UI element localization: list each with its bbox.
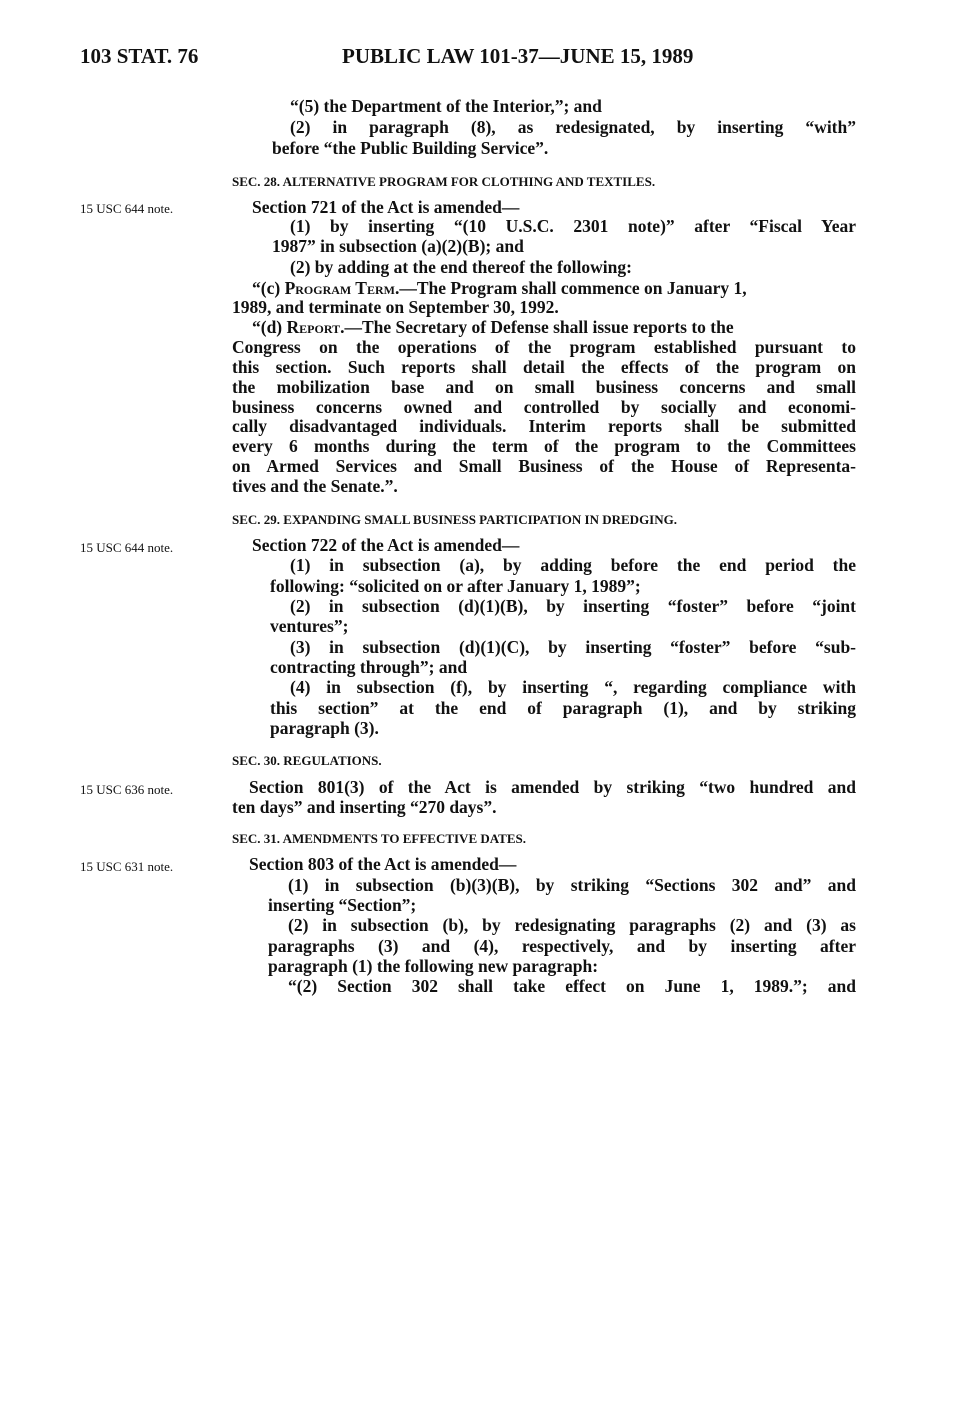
text-line: 1989, and terminate on September 30, 1992. (232, 297, 559, 317)
text-line: paragraphs (3) and (4), respectively, and by inserting after (268, 936, 856, 956)
subsection-d-line: “(d) Report.—The Secretary of Defense shall issue reports to the (252, 317, 734, 337)
margin-note: 15 USC 644 note. (80, 540, 174, 555)
subsection-c-line: “(c) Program Term.—The Program shall commence on January 1, (252, 278, 747, 298)
text-line: “(2) Section 302 shall take effect on June 1, 1989.”; and (288, 976, 856, 996)
text-line: (2) in subsection (d)(1)(B), by inserting “foster” before “joint (290, 596, 856, 616)
text-line: (3) in subsection (d)(1)(C), by inserting “foster” before “sub- (290, 637, 856, 657)
text-line: tives and the Senate.”. (232, 476, 398, 496)
text-line: before “the Public Building Service”. (272, 138, 549, 158)
text-line: 1987” in subsection (a)(2)(B); and (272, 236, 524, 256)
margin-note: 15 USC 631 note. (80, 859, 174, 874)
section-heading-29: SEC. 29. EXPANDING SMALL BUSINESS PARTICIPATION IN DREDGING. (232, 512, 677, 527)
text-line: contracting through”; and (270, 657, 468, 677)
text-line: cally disadvantaged individuals. Interim reports shall be submitted (232, 416, 856, 436)
text-line: Congress on the operations of the program established pursuant to (232, 337, 856, 357)
text-line: (1) by inserting “(10 U.S.C. 2301 note)” after “Fiscal Year (290, 216, 856, 236)
text-line: (2) by adding at the end thereof the following: (290, 257, 632, 277)
margin-note: 15 USC 636 note. (80, 782, 174, 797)
text-line: paragraph (1) the following new paragraph: (268, 956, 599, 976)
margin-note: 15 USC 644 note. (80, 201, 174, 216)
text-line: every 6 months during the term of the program to the Committees (232, 436, 856, 456)
text-line: the mobilization base and on small business concerns and small (232, 377, 856, 397)
section-heading-30: SEC. 30. REGULATIONS. (232, 753, 382, 768)
text-line: Section 722 of the Act is amended— (252, 535, 520, 555)
section-heading-31: SEC. 31. AMENDMENTS TO EFFECTIVE DATES. (232, 831, 527, 846)
text-line: business concerns owned and controlled by socially and economi- (232, 397, 856, 417)
text-line: this section” at the end of paragraph (1), and by striking (270, 698, 856, 718)
section-heading-28: SEC. 28. ALTERNATIVE PROGRAM FOR CLOTHING AND TEXTILES. (232, 174, 656, 189)
text-line: ten days” and inserting “270 days”. (232, 797, 497, 817)
text-line: Section 721 of the Act is amended— (252, 197, 520, 217)
text-line: (2) in subsection (b), by redesignating paragraphs (2) and (3) as (288, 915, 856, 935)
text-line: (1) in subsection (b)(3)(B), by striking “Sections 302 and” and (288, 875, 856, 895)
text-line: on Armed Services and Small Business of the House of Representa- (232, 456, 856, 476)
subsection-c-heading: Program Term. (284, 278, 400, 298)
text-line: paragraph (3). (270, 718, 379, 738)
text-line: Section 803 of the Act is amended— (249, 854, 517, 874)
text-line: following: “solicited on or after January 1, 1989”; (270, 576, 641, 596)
public-law-title: PUBLIC LAW 101-37—JUNE 15, 1989 (342, 44, 694, 68)
text-line: ventures”; (270, 616, 349, 636)
subsection-d-heading: Report. (286, 317, 345, 337)
text-line: inserting “Section”; (268, 895, 417, 915)
text-line: (4) in subsection (f), by inserting “, regarding compliance with (290, 677, 856, 697)
text-line: (2) in paragraph (8), as redesignated, by inserting “with” (290, 117, 856, 137)
stat-page-number: 103 STAT. 76 (80, 44, 199, 68)
text-line: (1) in subsection (a), by adding before the end period the (290, 555, 856, 575)
text-line: Section 801(3) of the Act is amended by striking “two hundred and (249, 777, 856, 797)
text-line: this section. Such reports shall detail the effects of the program on (232, 357, 856, 377)
text-line: “(5) the Department of the Interior,”; and (290, 96, 602, 116)
